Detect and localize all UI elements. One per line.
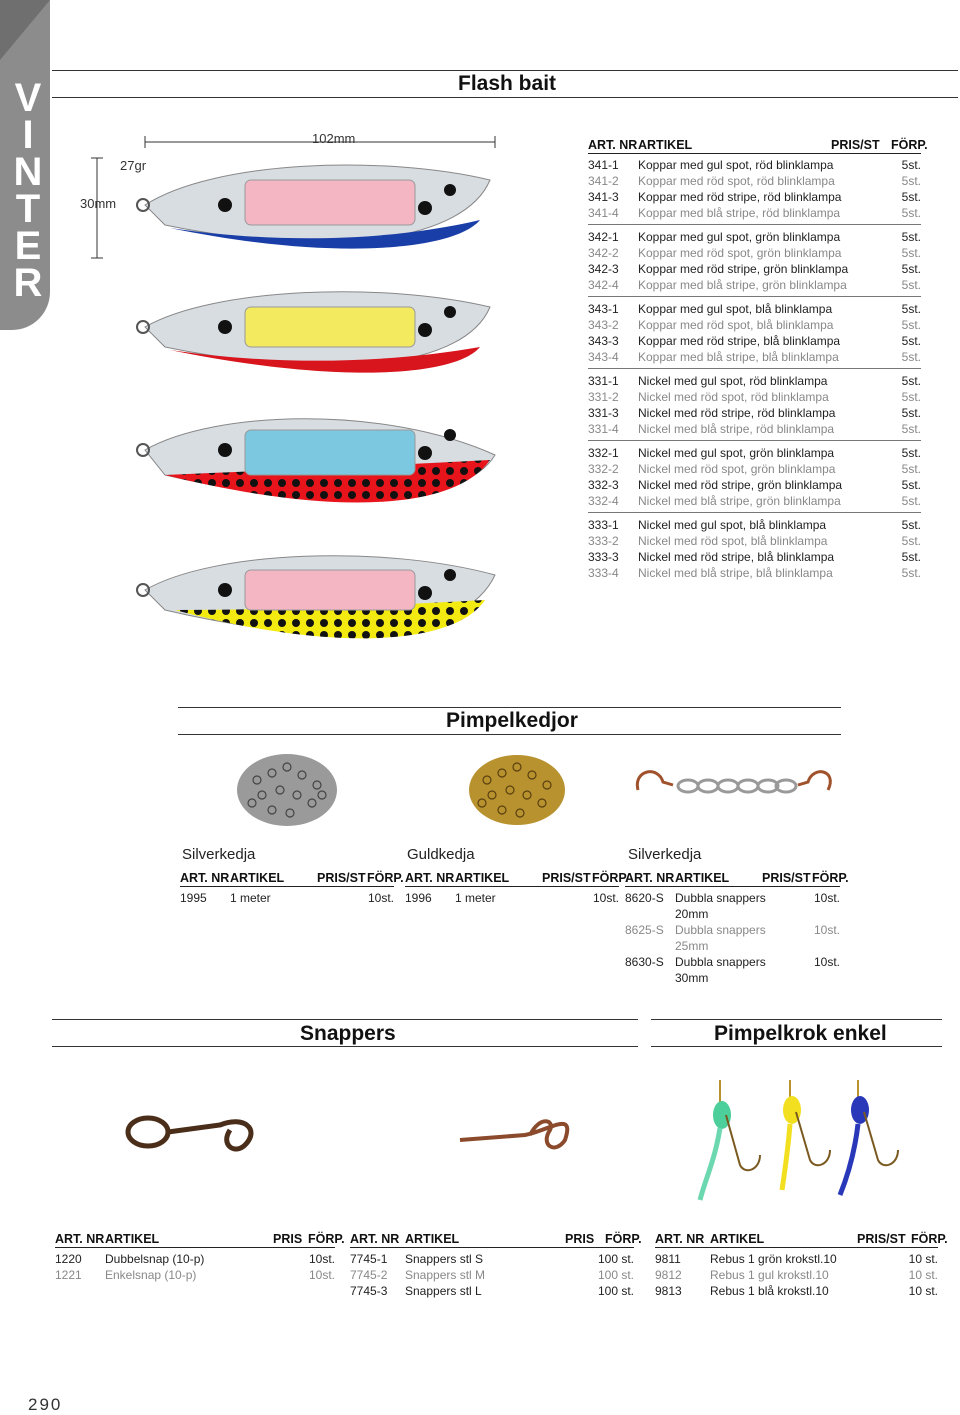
cell-artikel: 1 meter (455, 891, 496, 905)
cell-artikel: Koppar med röd stripe, röd blinklampa (638, 190, 842, 204)
cell-forp: 5st. (901, 550, 921, 564)
table-header (180, 871, 404, 887)
cell-forp: 100 st. (597, 1284, 634, 1298)
cell-art: 341-1 (588, 158, 619, 172)
table-row (655, 1267, 938, 1283)
cell-forp: 10st. (308, 1268, 335, 1282)
table-header (625, 871, 849, 887)
cell-artikel: Koppar med blå stripe, blå blinklampa (638, 350, 839, 364)
col-pris: PRIS/ST (857, 1232, 906, 1246)
cell-artikel: Nickel med röd stripe, blå blinklampa (638, 550, 835, 564)
cell-art: 333-4 (588, 566, 619, 580)
cell-art: 342-3 (588, 262, 619, 276)
table-header (350, 1232, 642, 1248)
col-forp: FÖRP. (605, 1232, 642, 1246)
table-header (405, 871, 629, 887)
table-row (588, 157, 921, 173)
cell-artikel: Koppar med röd spot, blå blinklampa (638, 318, 834, 332)
cell-forp: 5st. (901, 334, 921, 348)
cell-artikel: Dubbelsnap (10-p) (105, 1252, 205, 1266)
row-group (588, 368, 921, 437)
cell-art: 332-4 (588, 494, 619, 508)
col-artikel: ARTIKEL (638, 138, 693, 152)
table-row (588, 261, 921, 277)
cell-forp: 10 st. (908, 1268, 938, 1282)
table-row (588, 493, 921, 509)
dubbelsnap-image (120, 1100, 265, 1165)
cell-art: 7745-2 (350, 1268, 388, 1282)
cell-forp: 5st. (901, 278, 921, 292)
table-row (588, 277, 921, 293)
cell-artikel: Snappers stl L (405, 1284, 482, 1298)
lure-image (135, 150, 515, 265)
silver-chain-image (232, 745, 342, 830)
cell-artikel: Koppar med röd stripe, blå blinklampa (638, 334, 841, 348)
cell-art: 332-1 (588, 446, 619, 460)
dubbelsnap-table (55, 1232, 345, 1283)
table-row (588, 189, 921, 205)
cell-artikel: Nickel med gul spot, grön blinklampa (638, 446, 835, 460)
cell-art: 341-4 (588, 206, 619, 220)
cell-artikel-size: 20mm (675, 907, 709, 921)
cell-art: 8625-S (625, 923, 664, 937)
lure-image (135, 545, 515, 655)
double-snappers-image (628, 760, 843, 810)
table-row (588, 421, 921, 437)
col-forp: FÖRP. (308, 1232, 345, 1246)
table-header (588, 138, 928, 154)
section-title-flash-bait: Flash bait (458, 72, 557, 95)
cell-forp: 10st. (367, 891, 394, 905)
cell-artikel: Rebus 1 gul krokstl.10 (710, 1268, 829, 1282)
col-forp: FÖRP. (812, 871, 849, 885)
double-snappers-rows (625, 890, 840, 986)
divider (178, 707, 841, 708)
cell-forp: 5st. (901, 350, 921, 364)
cell-forp: 5st. (901, 318, 921, 332)
gold-chain-table (405, 871, 629, 906)
gold-chain-image (462, 745, 572, 830)
cell-forp: 5st. (901, 462, 921, 476)
lure-image (135, 405, 515, 520)
jig-hooks-image (690, 1070, 910, 1205)
cell-artikel: Nickel med blå stripe, blå blinklampa (638, 566, 833, 580)
col-pris: PRIS/ST (831, 138, 880, 152)
cell-artikel-size: 30mm (675, 971, 709, 985)
cell-art: 332-2 (588, 462, 619, 476)
table-row (625, 906, 840, 922)
cell-forp: 5st. (901, 174, 921, 188)
cell-art: 8620-S (625, 891, 664, 905)
table-header (655, 1232, 948, 1248)
cell-forp: 5st. (901, 534, 921, 548)
cell-artikel: Nickel med röd stripe, grön blinklampa (638, 478, 843, 492)
table-row (625, 922, 840, 938)
col-artikel: ARTIKEL (230, 871, 285, 885)
tab-corner (0, 0, 50, 90)
section-title-pimpelkedjor: Pimpelkedjor (446, 709, 578, 732)
table-row (588, 565, 921, 581)
cell-artikel: Koppar med blå stripe, grön blinklampa (638, 278, 847, 292)
col-artikel: ARTIKEL (675, 871, 730, 885)
cell-art: 341-3 (588, 190, 619, 204)
cell-artikel: Dubbla snappers (675, 923, 766, 937)
cell-forp: 5st. (901, 230, 921, 244)
col-pris: PRIS/ST (762, 871, 811, 885)
row-group (588, 224, 921, 293)
table-row (588, 229, 921, 245)
col-art: ART. NR (180, 871, 230, 885)
col-art: ART. NR (350, 1232, 400, 1246)
cell-forp: 10st. (813, 923, 840, 937)
cell-art: 8630-S (625, 955, 664, 969)
cell-forp: 5st. (901, 494, 921, 508)
cell-artikel: Nickel med blå stripe, grön blinklampa (638, 494, 841, 508)
table-row (350, 1251, 634, 1267)
table-row (588, 301, 921, 317)
cell-forp: 5st. (901, 246, 921, 260)
cell-artikel: Nickel med gul spot, blå blinklampa (638, 518, 827, 532)
cell-artikel: Nickel med röd spot, grön blinklampa (638, 462, 836, 476)
cell-art: 333-2 (588, 534, 619, 548)
table-row (350, 1283, 634, 1299)
table-row (625, 954, 840, 970)
col-art: ART. NR (625, 871, 675, 885)
cell-artikel: Koppar med röd spot, grön blinklampa (638, 246, 842, 260)
cell-artikel: Koppar med röd stripe, grön blinklampa (638, 262, 849, 276)
table-row (588, 461, 921, 477)
table-row (405, 890, 619, 906)
cell-art: 343-1 (588, 302, 619, 316)
cell-art: 343-3 (588, 334, 619, 348)
subtitle-silverkedja-2: Silverkedja (628, 846, 702, 863)
table-row (625, 890, 840, 906)
cell-forp: 5st. (901, 422, 921, 436)
col-artikel: ARTIKEL (455, 871, 510, 885)
cell-forp: 100 st. (597, 1268, 634, 1282)
flash-rows (588, 157, 921, 581)
height-label: 30mm (80, 196, 117, 211)
snappers-table (350, 1232, 642, 1299)
cell-artikel: Nickel med röd stripe, röd blinklampa (638, 406, 836, 420)
cell-art: 7745-3 (350, 1284, 388, 1298)
cell-forp: 5st. (901, 406, 921, 420)
divider (52, 70, 958, 71)
weight-label: 27gr (120, 158, 147, 173)
cell-artikel: Nickel med gul spot, röd blinklampa (638, 374, 828, 388)
cell-artikel: Dubbla snappers (675, 891, 766, 905)
divider (52, 1019, 638, 1020)
length-label: 102mm (312, 131, 356, 146)
row-group (588, 157, 921, 221)
divider (651, 1046, 942, 1047)
table-header (55, 1232, 345, 1248)
cell-art: 331-3 (588, 406, 619, 420)
cell-artikel: Snappers stl M (405, 1268, 486, 1282)
table-row (588, 317, 921, 333)
table-row (588, 477, 921, 493)
lure-image (135, 282, 515, 387)
double-snappers-table (625, 871, 849, 986)
cell-forp: 5st. (901, 446, 921, 460)
cell-artikel: Koppar med blå stripe, röd blinklampa (638, 206, 841, 220)
subtitle-silverkedja: Silverkedja (182, 846, 256, 863)
table-row (350, 1267, 634, 1283)
cell-art: 343-4 (588, 350, 619, 364)
cell-artikel: Koppar med gul spot, röd blinklampa (638, 158, 834, 172)
col-forp: FÖRP. (367, 871, 404, 885)
col-art: ART. NR (55, 1232, 105, 1246)
cell-artikel: Nickel med röd spot, blå blinklampa (638, 534, 828, 548)
cell-forp: 10st. (813, 891, 840, 905)
cell-artikel: Snappers stl S (405, 1252, 484, 1266)
cell-forp: 5st. (901, 190, 921, 204)
cell-artikel: Rebus 1 grön krokstl.10 (710, 1252, 837, 1266)
cell-art: 342-4 (588, 278, 619, 292)
table-row (180, 890, 394, 906)
cell-art: 9812 (655, 1268, 682, 1282)
cell-spacer (625, 906, 675, 922)
col-art: ART. NR (588, 138, 638, 152)
cell-art: 9811 (655, 1252, 681, 1266)
side-letter: V (14, 76, 42, 120)
silver-chain-table (180, 871, 404, 906)
side-letter: N (13, 150, 43, 194)
flash-bait-table (588, 138, 928, 581)
table-row (625, 938, 840, 954)
row-group (588, 440, 921, 509)
table-row (625, 970, 840, 986)
snappers-image (455, 1100, 585, 1160)
side-letter: T (15, 187, 41, 231)
cell-forp: 5st. (901, 390, 921, 404)
table-row (588, 373, 921, 389)
row-group (588, 512, 921, 581)
col-forp: FÖRP. (911, 1232, 948, 1246)
col-pris: PRIS/ST (317, 871, 366, 885)
table-row (588, 405, 921, 421)
cell-artikel: 1 meter (230, 891, 271, 905)
col-artikel: ARTIKEL (405, 1232, 460, 1246)
cell-artikel: Koppar med röd spot, röd blinklampa (638, 174, 835, 188)
side-letter: I (22, 113, 34, 157)
col-artikel: ARTIKEL (105, 1232, 160, 1246)
table-row (655, 1251, 938, 1267)
cell-art: 343-2 (588, 318, 619, 332)
row-group (588, 296, 921, 365)
cell-forp: 10 st. (908, 1252, 938, 1266)
col-pris: PRIS/ST (542, 871, 591, 885)
divider (52, 97, 958, 98)
col-forp: FÖRP. (891, 138, 928, 152)
col-artikel: ARTIKEL (710, 1232, 765, 1246)
cell-artikel: Enkelsnap (10-p) (105, 1268, 197, 1282)
cell-artikel: Dubbla snappers (675, 955, 766, 969)
cell-spacer (625, 970, 675, 986)
pimpelkrok-table (655, 1232, 948, 1299)
cell-artikel: Koppar med gul spot, grön blinklampa (638, 230, 841, 244)
cell-forp: 5st. (901, 374, 921, 388)
page-number: 290 (28, 1395, 63, 1414)
cell-art: 333-1 (588, 518, 619, 532)
section-tab-letters (10, 76, 46, 305)
divider (651, 1019, 942, 1020)
pimpelkrok-rows (655, 1251, 938, 1299)
table-row (588, 205, 921, 221)
cell-artikel: Nickel med röd spot, röd blinklampa (638, 390, 829, 404)
cell-art: 1221 (55, 1268, 82, 1282)
divider (52, 1046, 638, 1047)
table-row (588, 333, 921, 349)
cell-forp: 5st. (901, 478, 921, 492)
cell-art: 9813 (655, 1284, 682, 1298)
table-row (588, 349, 921, 365)
cell-artikel: Nickel med blå stripe, röd blinklampa (638, 422, 835, 436)
cell-forp: 5st. (901, 518, 921, 532)
table-row (588, 445, 921, 461)
cell-art: 333-3 (588, 550, 619, 564)
table-row (55, 1267, 335, 1283)
col-pris: PRIS (273, 1232, 303, 1246)
table-row (588, 533, 921, 549)
cell-forp: 5st. (901, 262, 921, 276)
table-row (655, 1283, 938, 1299)
subtitle-guldkedja: Guldkedja (407, 846, 475, 863)
cell-art: 332-3 (588, 478, 619, 492)
table-row (588, 549, 921, 565)
cell-art: 342-2 (588, 246, 619, 260)
section-title-pimpelkrok: Pimpelkrok enkel (714, 1022, 887, 1045)
section-title-snappers: Snappers (300, 1022, 396, 1045)
cell-art: 1995 (180, 891, 207, 905)
cell-artikel: Rebus 1 blå krokstl.10 (710, 1284, 829, 1298)
cell-art: 331-1 (588, 374, 619, 388)
table-row (588, 389, 921, 405)
table-row (588, 173, 921, 189)
table-row (55, 1251, 335, 1267)
cell-art: 342-1 (588, 230, 619, 244)
snappers-rows (350, 1251, 634, 1299)
cell-forp: 10 st. (908, 1284, 938, 1298)
cell-artikel: Koppar med gul spot, blå blinklampa (638, 302, 833, 316)
cell-forp: 5st. (901, 566, 921, 580)
col-forp: FÖRP. (592, 871, 629, 885)
col-pris: PRIS (565, 1232, 595, 1246)
divider (178, 734, 841, 735)
cell-art: 341-2 (588, 174, 619, 188)
cell-art: 1220 (55, 1252, 82, 1266)
cell-forp: 10st. (813, 955, 840, 969)
cell-art: 331-4 (588, 422, 619, 436)
table-row (588, 517, 921, 533)
side-letter: R (13, 261, 43, 305)
cell-forp: 5st. (901, 158, 921, 172)
cell-art: 331-2 (588, 390, 619, 404)
cell-forp: 10st. (308, 1252, 335, 1266)
cell-art: 7745-1 (350, 1252, 388, 1266)
side-letter: E (14, 224, 42, 268)
col-art: ART. NR (655, 1232, 705, 1246)
cell-spacer (625, 938, 675, 954)
cell-forp: 100 st. (597, 1252, 634, 1266)
cell-forp: 10st. (592, 891, 619, 905)
cell-artikel-size: 25mm (675, 939, 709, 953)
cell-forp: 5st. (901, 302, 921, 316)
cell-art: 1996 (405, 891, 432, 905)
cell-forp: 5st. (901, 206, 921, 220)
col-art: ART. NR (405, 871, 455, 885)
table-row (588, 245, 921, 261)
dubbelsnap-rows (55, 1251, 335, 1283)
